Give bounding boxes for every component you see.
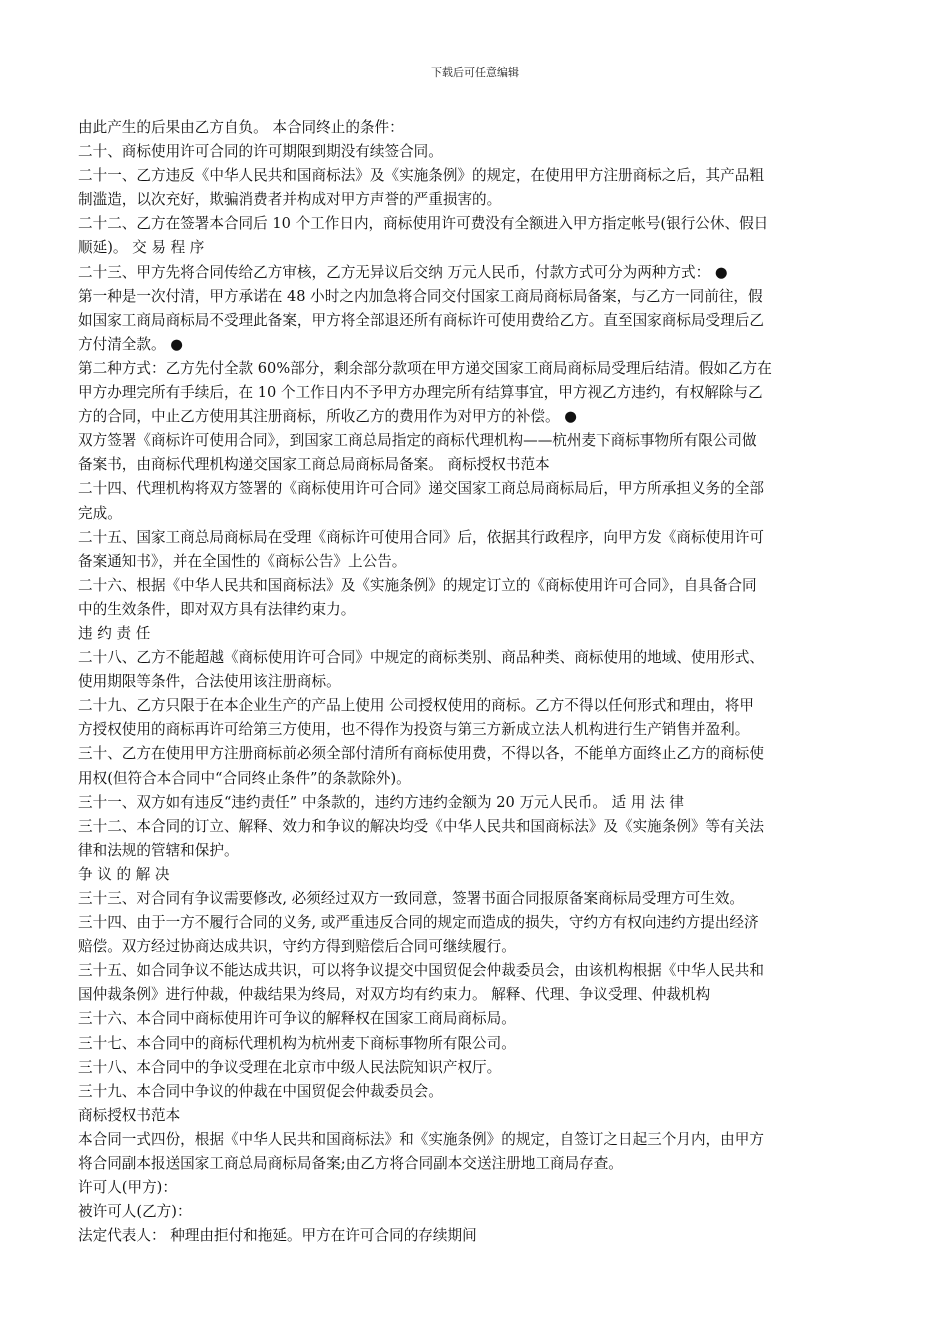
signature-field-licensee: 被许可人(乙方)：	[78, 1203, 192, 1221]
text-line: 三十九、本合同中争议的仲裁在中国贸促会仲裁委员会。	[78, 1082, 443, 1100]
text-line: 二十八、乙方不能超越《商标使用许可合同》中规定的商标类别、商品种类、商标使用的地域、使用形式、	[78, 649, 764, 667]
text-line: 完成。	[78, 504, 122, 522]
text-line: 中的生效条件，即对双方具有法律约束力。	[78, 600, 356, 618]
section-heading: 商标授权书范本	[78, 1106, 181, 1124]
text-line: 二十九、乙方只限于在本企业生产的产品上使用 公司授权使用的商标。乙方不得以任何形式和理由，将甲	[78, 697, 754, 715]
text-line: 三十六、本合同中商标使用许可争议的解释权在国家工商局商标局。	[78, 1010, 516, 1028]
text-line: 备案通知书》，并在全国性的《商标公告》上公告。	[78, 552, 407, 570]
text-line: 三十一、双方如有违反“违约责任” 中条款的，违约方违约金额为 20 万元人民币。 适 用 法 律	[78, 793, 684, 811]
text-line: 将合同副本报送国家工商总局商标局备案;由乙方将合同副本交送注册地工商局存查。	[78, 1155, 623, 1173]
text-line: 三十七、本合同中的商标代理机构为杭州麦下商标事物所有限公司。	[78, 1034, 516, 1052]
text-line: 顺延)。 交 易 程 序	[78, 239, 205, 257]
text-line: 三十三、对合同有争议需要修改, 必须经过双方一致同意，签署书面合同报原备案商标局受理方可生效。	[78, 890, 745, 907]
text-line: 三十、乙方在使用甲方注册商标前必须全部付清所有商标使用费，不得以各，不能单方面终止乙方的商标使	[78, 745, 764, 763]
text-line: 如国家工商局商标局不受理此备案，甲方将全部退还所有商标许可使用费给乙方。直至国家商标局受理后乙	[78, 311, 764, 329]
page-header-note: 下载后可任意编辑	[431, 66, 519, 79]
text-line: 本合同一式四份，根据《中华人民共和国商标法》和《实施条例》的规定，自签订之日起三个月内，由甲方	[78, 1130, 764, 1148]
text-line: 用权(但符合本合同中“合同终止条件”的条款除外)。	[78, 769, 411, 787]
text-line: 三十二、本合同的订立、解释、效力和争议的解决均受《中华人民共和国商标法》及《实施条例》等有关法	[78, 817, 764, 835]
text-line: 第二种方式：乙方先付全款 60%部分，剩余部分款项在甲方递交国家工商局商标局受理后结清。假如乙方在	[78, 359, 772, 377]
section-heading: 争 议 的 解 决	[78, 865, 170, 883]
text-line: 二十一、乙方违反《中华人民共和国商标法》及《实施条例》的规定，在使用甲方注册商标之后，其产品粗	[78, 167, 764, 185]
text-line: 二十六、根据《中华人民共和国商标法》及《实施条例》的规定订立的《商标使用许可合同》，自具备合同	[78, 576, 757, 594]
text-line: 二十二、乙方在签署本合同后 10 个工作日内，商标使用许可费没有全额进入甲方指定帐号(银行公休、假日	[78, 215, 769, 233]
text-line: 由此产生的后果由乙方自负。 本合同终止的条件：	[78, 119, 404, 136]
text-line: 二十四、代理机构将双方签署的《商标使用许可合同》递交国家工商总局商标局后，甲方所承担义务的全部	[78, 480, 764, 498]
text-line: 三十五、如合同争议不能达成共识，可以将争议提交中国贸促会仲裁委员会，由该机构根据《中华人民共和	[78, 962, 764, 980]
text-line: 方授权使用的商标再许可给第三方使用，也不得作为投资与第三方新成立法人机构进行生产销售并盈利。	[78, 721, 750, 739]
signature-field-representative: 法定代表人： 种理由拒付和拖延。甲方在许可合同的存续期间	[78, 1227, 477, 1245]
text-line: 二十、商标使用许可合同的许可期限到期没有续签合同。	[78, 143, 443, 161]
signature-field-licensor: 许可人(甲方)：	[78, 1179, 177, 1197]
text-line: 双方签署《商标许可使用合同》，到国家工商总局指定的商标代理机构——杭州麦下商标事物所有限公司做	[78, 432, 757, 450]
text-line: 方的合同，中止乙方使用其注册商标，所收乙方的费用作为对甲方的补偿。 ●	[78, 408, 577, 426]
text-line: 二十三、甲方先将合同传给乙方审核，乙方无异议后交纳 万元人民币，付款方式可分为两种方式： ●	[78, 263, 728, 281]
text-line: 律和法规的管辖和保护。	[78, 841, 239, 859]
text-line: 第一种是一次付清，甲方承诺在 48 小时之内加急将合同交付国家工商局商标局备案，与乙方一同前往，假	[78, 287, 763, 305]
text-line: 三十四、由于一方不履行合同的义务, 或严重违反合同的规定而造成的损失，守约方有权向违约方提出经济	[78, 914, 759, 932]
text-line: 备案书，由商标代理机构递交国家工商总局商标局备案。 商标授权书范本	[78, 456, 550, 474]
text-line: 国仲裁条例》进行仲裁，仲裁结果为终局，对双方均有约束力。 解释、代理、争议受理、仲裁机构	[78, 986, 711, 1004]
section-heading: 违 约 责 任	[78, 624, 151, 642]
text-line: 三十八、本合同中的争议受理在北京市中级人民法院知识产权厅。	[78, 1058, 502, 1076]
text-line: 赔偿。双方经过协商达成共识，守约方得到赔偿后合同可继续履行。	[78, 938, 516, 956]
text-line: 使用期限等条件，合法使用该注册商标。	[78, 673, 341, 691]
text-line: 二十五、国家工商总局商标局在受理《商标许可使用合同》后，依据其行政程序，向甲方发《商标使用许可	[78, 528, 764, 546]
text-line: 甲方办理完所有手续后，在 10 个工作日内不予甲方办理完所有结算事宜，甲方视乙方违约，有权解除与乙	[78, 384, 763, 402]
document-body	[78, 116, 868, 1248]
text-line: 制滥造，以次充好，欺骗消费者并构成对甲方声誉的严重损害的。	[78, 191, 502, 209]
text-line: 方付清全款。 ●	[78, 335, 183, 353]
